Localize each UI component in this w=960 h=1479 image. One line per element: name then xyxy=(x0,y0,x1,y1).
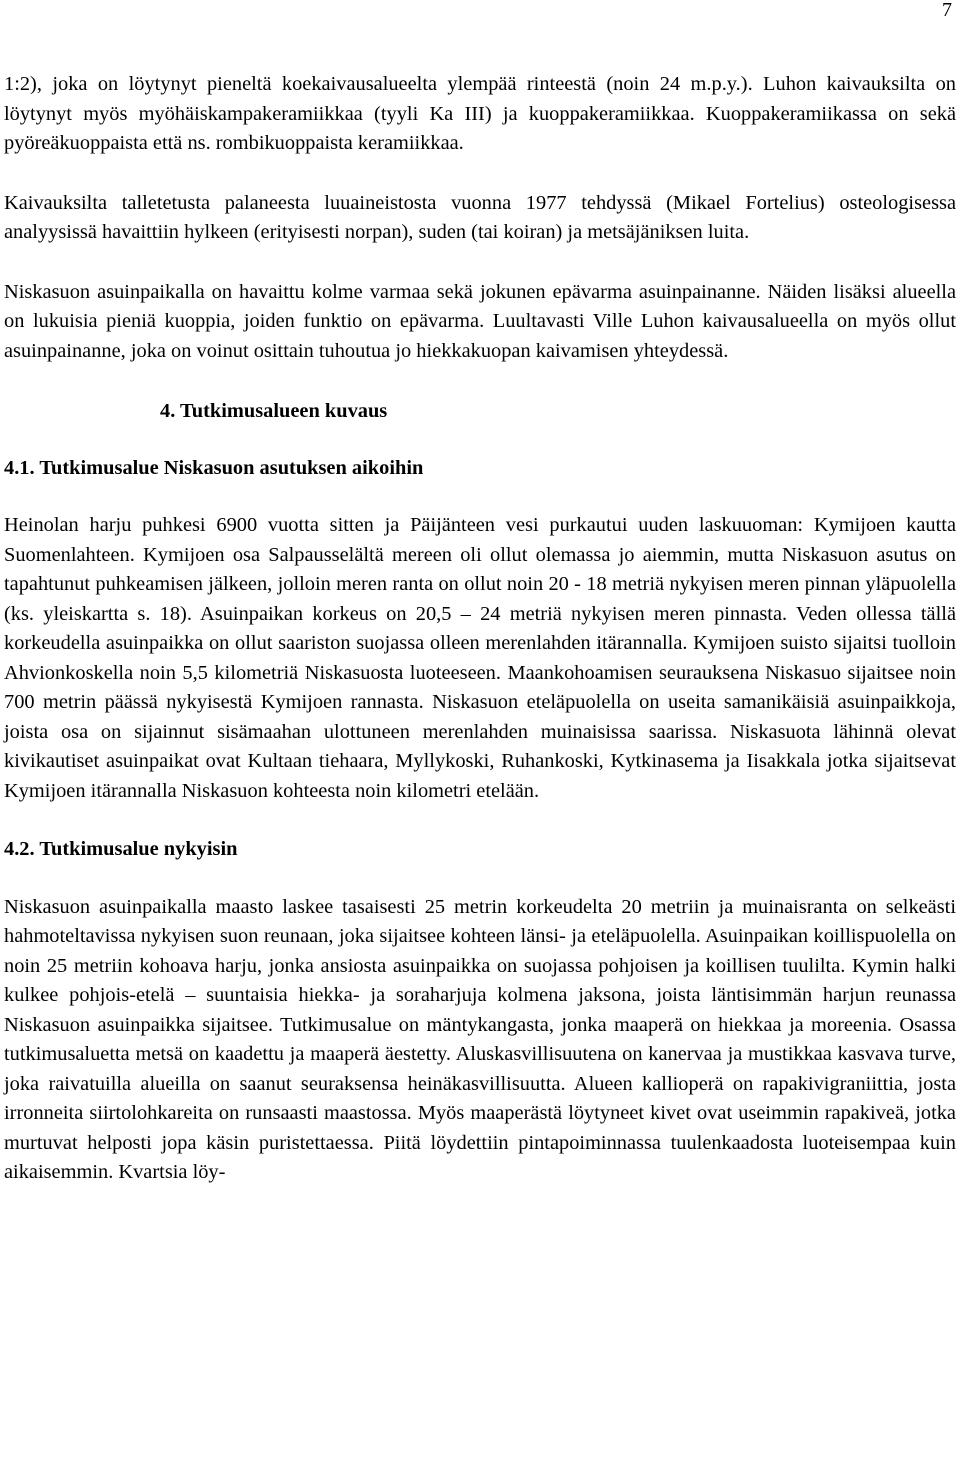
page-number: 7 xyxy=(942,0,952,21)
subsection-heading-4-1: 4.1. Tutkimusalue Niskasuon asutuksen aikoihin xyxy=(4,456,424,479)
paragraph-study-area-past: Heinolan harju puhkesi 6900 vuotta sitten ja Päijänteen vesi purkautui uuden laskuuoman: Kymijoen kautta Suomenlahteen. Kymijoen osa Salpausselältä mereen oli ollut olemassa jo aiemmin, mutta Niskasuon asutus on tapahtunut puhkeamisen jälkeen, jolloin meren ranta on ollut noin 20 - 18 metriä nykyisen meren pinnan yläpuolella (ks. yleiskartta s. 18). Asuinpaikan korkeus on 20,5 – 24 metriä nykyisen meren pinnasta. Veden ollessa tällä korkeudella asuinpaikka on ollut saariston suojassa olleen merenlahden itärannalla. Kymijoen suisto sijaitsi tuolloin Ahvionkoskella noin 5,5 kilometriä Niskasuosta luoteeseen. Maankohoamisen seurauksena Niskasuo sijaitsee noin 700 metrin päässä nykyisestä Kymijoen rannasta. Niskasuon eteläpuolella on useita samanikäisiä asuinpaikkoja, joista osa on sijainnut sisämaahan ulottuneen merenlahden muinaisissa saarissa. Niskasuota lähinnä olevat kivikautiset asuinpaikat ovat Kultaan tiehaara, Myllykoski, Ruhankoski, Kytkinasema ja Iisakkala jotka sijaitsevat Kymijoen itärannalla Niskasuon kohteesta noin kilometri etelään. xyxy=(4,514,956,802)
document-body xyxy=(4,70,956,1188)
paragraph-bone-material: Kaivauksilta talletetusta palaneesta luuaineistosta vuonna 1977 tehdyssä (Mikael Fortelius) osteologisessa analyysissä havaittiin hylkeen (erityisesti norpan), suden (tai koiran) ja metsäjäniksen luita. xyxy=(4,191,956,243)
subsection-heading-4-2: 4.2. Tutkimusalue nykyisin xyxy=(4,838,238,860)
paragraph-study-area-present: Niskasuon asuinpaikalla maasto laskee tasaisesti 25 metrin korkeudelta 20 metriin ja muinaisranta on selkeästi hahmoteltavissa nykyisen suon reunaan, joka sijaitsee kohteen länsi- ja eteläpuolella. Asuinpaikan koillispuolella on noin 25 metriin kohoava harju, jonka ansiosta asuinpaikka on suojassa pohjoisen ja koillisen tuulilta. Kymin halki kulkee pohjois-etelä – suuntaisia hiekka- ja soraharjuja kolmena jaksona, joista läntisimmän harjun reunassa Niskasuon asuinpaikka sijaitsee. Tutkimusalue on mäntykangasta, jonka maaperä on hiekkaa ja moreenia. Osassa tutkimusaluetta metsä on kaadettu ja maaperä äestetty. Aluskasvillisuutena on kanervaa ja mustikkaa kasvava turve, joka raivatuilla alueilla on saanut seuraksensa heinäkasvillisuutta. Alueen kallioperä on rapakivigraniittia, josta irronneita siirtolohkareita on runsaasti maastossa. Myös maaperästä löytyneet kivet ovat useimmin rapakiveä, jotka murtuvat helposti jopa käsin puristettaessa. Piitä löydettiin pintapoiminnassa tuulenkaadosta luoteisempaa kuin aikaisemmin. Kvartsia löy- xyxy=(4,895,956,1183)
section-heading: 4. Tutkimusalueen kuvaus xyxy=(160,400,388,422)
paragraph-ceramics: 1:2), joka on löytynyt pieneltä koekaivausalueelta ylempää rinteestä (noin 24 m.p.y.). Luhon kaivauksilta on löytynyt myös myöhäiskampakeramiikkaa (tyyli Ka III) ja kuoppakeramiikkaa. Kuoppakeramiikassa on sekä pyöreäkuoppaista että ns. rombikuoppaista keramiikkaa. xyxy=(4,73,956,154)
paragraph-house-pits: Niskasuon asuinpaikalla on havaittu kolme varmaa sekä jokunen epävarma asuinpainanne. Näiden lisäksi alueella on lukuisia pieniä kuoppia, joiden funktio on epävarma. Luultavasti Ville Luhon kaivausalueella on myös ollut asuinpainanne, joka on voinut osittain tuhoutua jo hiekkakuopan kaivamisen yhteydessä. xyxy=(4,280,956,362)
